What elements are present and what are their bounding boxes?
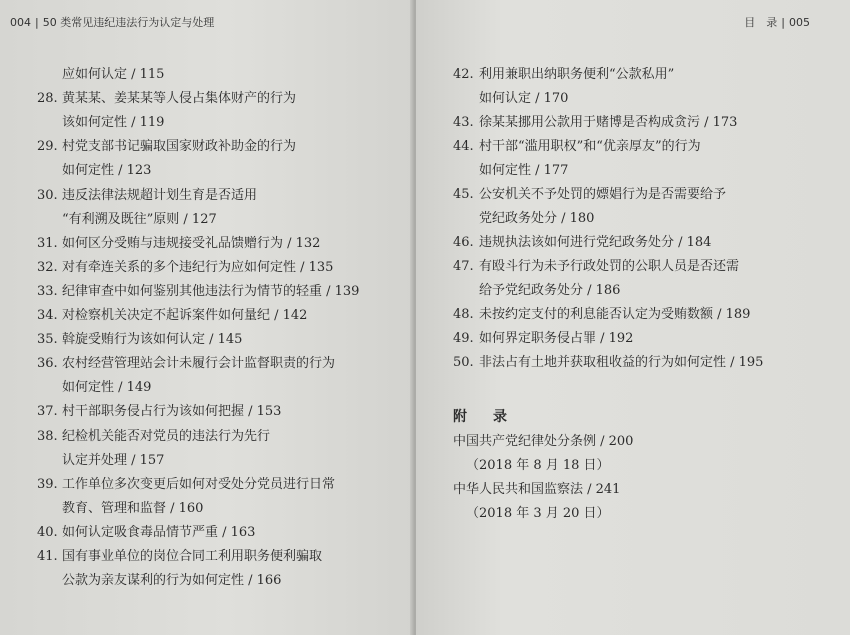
toc-entry-text: 纪检机关能否对党员的违法行为先行 [62, 428, 271, 444]
toc-entry-number: 47. [453, 259, 474, 274]
toc-entry-text: 如何认定吸食毒品情节严重 / 163 [62, 524, 256, 540]
appendix-item-line: （2018 年 8 月 18 日） [466, 458, 610, 473]
right-page-number: 005 [789, 16, 810, 29]
toc-entry-number: 49. [453, 331, 474, 346]
toc-entry-number: 33. [37, 283, 58, 299]
toc-entry-text: 纪律审查中如何鉴别其他违法行为情节的轻重 / 139 [62, 283, 360, 299]
toc-entry-number: 32. [37, 259, 58, 275]
toc-entry-text: 如何定性 / 149 [62, 380, 152, 396]
toc-entry-number: 42. [453, 67, 474, 82]
toc-entry-text: 如何界定职务侵占罪 / 192 [479, 331, 634, 346]
toc-entry-text: 斡旋受贿行为该如何认定 / 145 [62, 332, 243, 348]
toc-entry-text: 村党支部书记骗取国家财政补助金的行为 [62, 139, 297, 155]
toc-entry-text: 认定并处理 / 157 [62, 452, 165, 468]
toc-entry-number: 41. [37, 549, 58, 564]
contents-label: 目 录 [744, 16, 778, 29]
toc-entry-text: 如何定性 / 177 [479, 163, 569, 178]
toc-entry-number: 44. [453, 139, 474, 154]
toc-entry-text: 如何认定 / 170 [479, 91, 569, 106]
toc-entry-text: 教育、管理和监督 / 160 [62, 500, 204, 516]
toc-entry-number: 50. [453, 355, 474, 370]
toc-entry-text: 村干部职务侵占行为该如何把握 / 153 [62, 404, 282, 420]
toc-entry-number: 38. [37, 428, 58, 444]
left-page [0, 0, 414, 635]
left-running-head: 004 | 50 类常见违纪违法行为认定与处理 [10, 16, 215, 29]
toc-entry-text: 公款为亲友谋利的行为如何定性 / 166 [62, 573, 282, 589]
toc-entry-number: 39. [37, 476, 58, 492]
toc-entry-number: 43. [453, 115, 474, 130]
toc-entry-text: 有殴斗行为未予行政处罚的公职人员是否还需 [479, 259, 740, 274]
toc-entry-number: 35. [37, 332, 58, 348]
toc-entry-text: 公安机关不予处罚的嫖娼行为是否需要给予 [479, 187, 727, 202]
toc-entry-text: 农村经营管理站会计未履行会计监督职责的行为 [62, 356, 336, 372]
toc-entry-text: 如何定性 / 123 [62, 163, 152, 179]
appendix-item-line: 中国共产党纪律处分条例 / 200 [453, 434, 634, 449]
toc-entry-text: 徐某某挪用公款用于赌博是否构成贪污 / 173 [479, 115, 738, 130]
toc-entry-text: 未按约定支付的利息能否认定为受贿数额 / 189 [479, 307, 751, 322]
toc-entry-text: 国有事业单位的岗位合同工利用职务便利骗取 [62, 549, 323, 564]
toc-entry-number: 45. [453, 187, 474, 202]
toc-entry-text: 该如何定性 / 119 [62, 115, 165, 131]
toc-entry-text: 非法占有土地并获取租收益的行为如何定性 / 195 [479, 355, 764, 370]
right-page [416, 0, 850, 635]
toc-entry-number: 28. [37, 91, 58, 107]
toc-entry-number: 36. [37, 356, 58, 372]
left-page-number: 004 [10, 16, 31, 29]
toc-entry-number: 30. [37, 187, 58, 203]
toc-entry-text: 如何区分受贿与违规接受礼品馈赠行为 / 132 [62, 235, 321, 251]
book-title: 50 类常见违纪违法行为认定与处理 [42, 16, 215, 29]
toc-entry-text: 利用兼职出纳职务便利“公款私用” [479, 67, 675, 82]
right-running-head: 目 录 | 005 [744, 16, 810, 29]
toc-entry-number: 48. [453, 307, 474, 322]
toc-entry-text: 给予党纪政务处分 / 186 [479, 283, 621, 298]
appendix-item-line: 中华人民共和国监察法 / 241 [453, 482, 621, 497]
toc-entry-number: 29. [37, 139, 58, 155]
toc-entry-text: 工作单位多次变更后如何对受处分党员进行日常 [62, 476, 336, 492]
toc-entry-number: 37. [37, 404, 58, 420]
toc-entry-text: 村干部“滥用职权”和“优亲厚友”的行为 [479, 139, 701, 154]
appendix-item-line: （2018 年 3 月 20 日） [466, 506, 610, 521]
toc-entry-text: 对检察机关决定不起诉案件如何量纪 / 142 [62, 308, 308, 323]
toc-entry-text: 对有牵连关系的多个违纪行为应如何定性 / 135 [62, 259, 334, 275]
toc-entry-number: 31. [37, 235, 58, 251]
toc-entry-number: 46. [453, 235, 474, 250]
toc-entry-text: 违规执法该如何进行党纪政务处分 / 184 [479, 235, 712, 250]
appendix-heading: 附 录 [453, 409, 513, 425]
toc-entry-number: 34. [37, 308, 58, 323]
toc-entry-number: 40. [37, 524, 58, 540]
toc-entry-text: 黄某某、姜某某等人侵占集体财产的行为 [62, 91, 297, 107]
toc-entry-text: 违反法律法规超计划生育是否适用 [62, 187, 258, 203]
toc-entry-text: “有利溯及既往”原则 / 127 [62, 211, 217, 227]
toc-entry-text: 党纪政务处分 / 180 [479, 211, 595, 226]
toc-entry-text: 应如何认定 / 115 [62, 67, 165, 82]
